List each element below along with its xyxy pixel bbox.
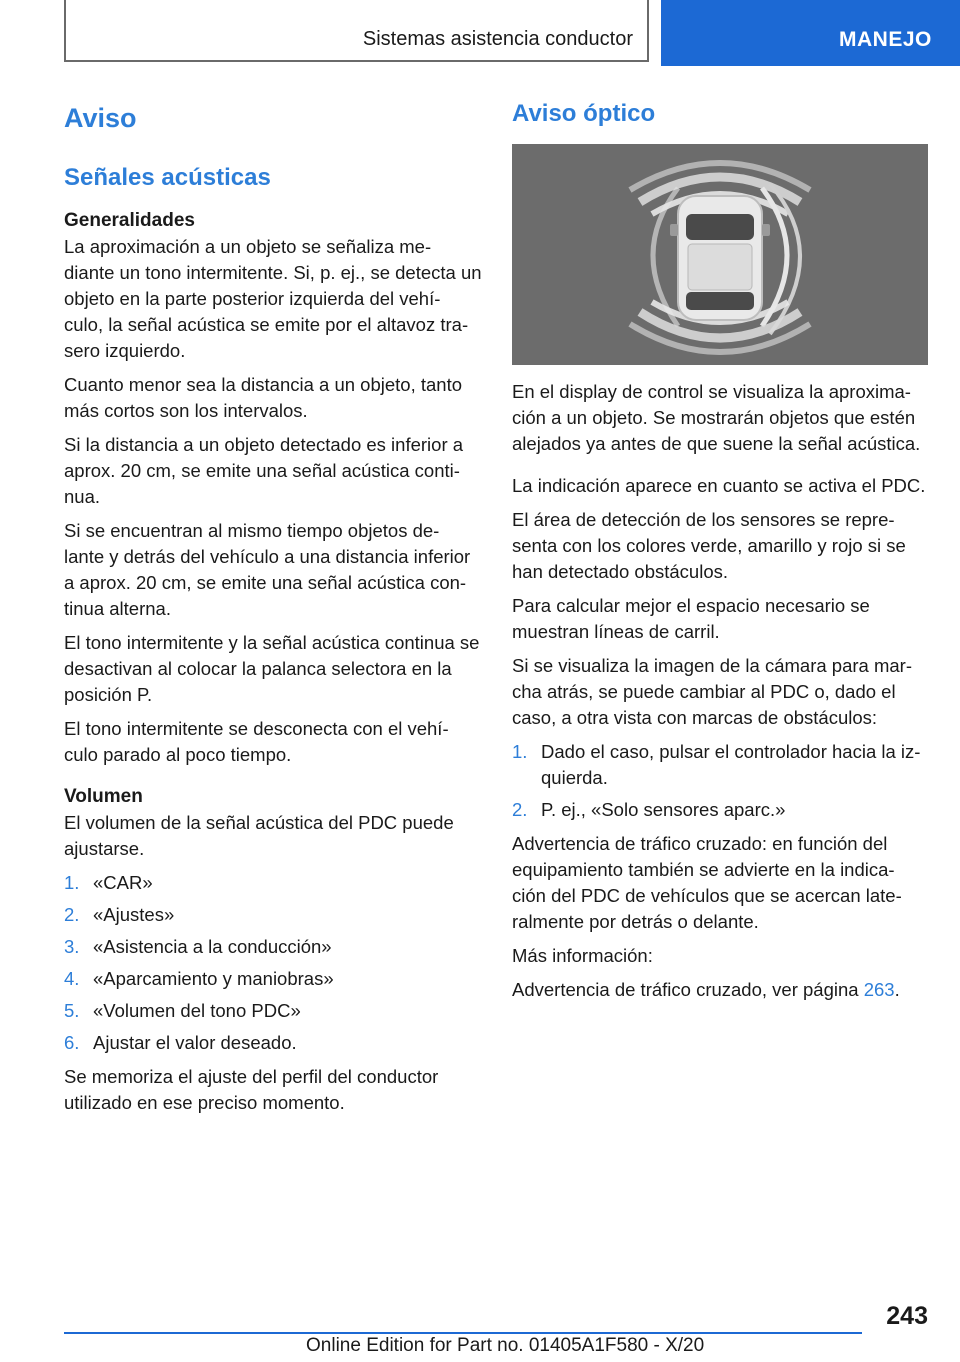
paragraph: Si se visualiza la imagen de la cámara para mar- cha atrás, se puede cambiar al PDC o, dado el caso, a otra vista con marcas de obstáculos:: [512, 655, 912, 728]
paragraph: La aproximación a un objeto se señaliza me- diante un tono intermitente. Si, p. ej., se detecta un objeto en la parte posterior izquierda del vehí- culo, la señal acústica se emite por el altavoz tra- sero izquierdo.: [64, 236, 482, 361]
heading-volumen: Volumen: [64, 786, 143, 807]
page-header: [0, 0, 960, 66]
paragraph: La indicación aparece en cuanto se activa el PDC.: [512, 475, 926, 496]
list-item: [64, 1030, 482, 1056]
paragraph: Cuanto menor sea la distancia a un objeto, tanto más cortos son los intervalos.: [64, 374, 463, 421]
list-item: [64, 902, 482, 928]
step-text: «Volumen del tono PDC»: [93, 1000, 301, 1021]
paragraph: Si se encuentran al mismo tiempo objetos de- lante y detrás del vehículo a una distancia inferior a aprox. 20 cm, se emite una señal acústica con- tinua alterna.: [64, 520, 471, 619]
pdc-steps-list: [512, 739, 930, 823]
paragraph: Se memoriza el ajuste del perfil del conductor utilizado en ese preciso momento.: [64, 1066, 439, 1113]
left-column: [64, 98, 482, 1124]
step-number: 2.: [64, 904, 80, 925]
paragraph: Si la distancia a un objeto detectado es inferior a aprox. 20 cm, se emite una señal acústica conti- nua.: [64, 434, 464, 507]
right-column: [512, 98, 930, 1011]
step-text: «Asistencia a la conducción»: [93, 936, 332, 957]
step-text: P. ej., «Solo sensores aparc.»: [541, 799, 786, 820]
paragraph: Para calcular mejor el espacio necesario se muestran líneas de carril.: [512, 595, 870, 642]
cross-reference: [512, 977, 930, 1003]
paragraph: En el display de control se visualiza la aproxima- ción a un objeto. Se mostrarán objetos que estén alejados ya antes de que suene la señal acústica.: [512, 381, 921, 454]
paragraph: El volumen de la señal acústica del PDC puede ajustarse.: [64, 812, 454, 859]
list-item: [64, 998, 482, 1024]
reference-text: Advertencia de tráfico cruzado, ver página: [512, 979, 864, 1000]
footer-divider: [64, 1332, 862, 1334]
step-number: 5.: [64, 1000, 80, 1021]
list-item: [64, 934, 482, 960]
page-reference-link[interactable]: 263: [863, 979, 895, 1000]
step-number: 3.: [64, 936, 80, 957]
paragraph: Advertencia de tráfico cruzado: en función del equipamiento también se advierte en la indica- ción del PDC de vehículos que se acercan late- ralmente por detrás o delante.: [512, 833, 902, 932]
paragraph: Más información:: [512, 945, 653, 966]
section-heading-aviso: Aviso: [64, 103, 137, 133]
header-chapter-tab: [661, 0, 960, 66]
volume-steps-list: [64, 870, 482, 1056]
page-number: 243: [886, 1302, 928, 1330]
step-number: 6.: [64, 1032, 80, 1053]
list-item: [64, 966, 482, 992]
pdc-car-illustration: [512, 144, 928, 365]
subheading-aviso-optico: Aviso óptico: [512, 100, 656, 127]
edition-footer: Online Edition for Part no. 01405A1F580 - X/20: [306, 1335, 705, 1356]
header-section-title: Sistemas asistencia conductor: [362, 28, 633, 50]
paragraph: El área de detección de los sensores se repre- senta con los colores verde, amarillo y rojo si se han detectado obstáculos.: [512, 509, 906, 582]
list-item: [512, 797, 930, 823]
subheading-senales-acusticas: Señales acústicas: [64, 164, 271, 191]
step-text: «CAR»: [93, 872, 153, 893]
step-text: Ajustar el valor deseado.: [93, 1032, 297, 1053]
step-text: Dado el caso, pulsar el controlador hacia la iz- quierda.: [541, 741, 921, 788]
step-number: 1.: [64, 872, 80, 893]
step-number: 2.: [512, 799, 528, 820]
step-text: «Ajustes»: [93, 904, 175, 925]
list-item: [64, 870, 482, 896]
header-box: [64, 0, 649, 62]
heading-generalidades: Generalidades: [64, 210, 195, 231]
reference-end: .: [894, 979, 900, 1000]
header-chapter-label: MANEJO: [839, 28, 932, 51]
pdc-display-figure: [512, 144, 928, 365]
step-number: 4.: [64, 968, 80, 989]
paragraph: El tono intermitente se desconecta con el vehí- culo parado al poco tiempo.: [64, 718, 449, 765]
paragraph: El tono intermitente y la señal acústica continua se desactivan al colocar la palanca selectora en la posición P.: [64, 632, 480, 705]
step-number: 1.: [512, 741, 528, 762]
step-text: «Aparcamiento y maniobras»: [93, 968, 334, 989]
list-item: [512, 739, 930, 791]
